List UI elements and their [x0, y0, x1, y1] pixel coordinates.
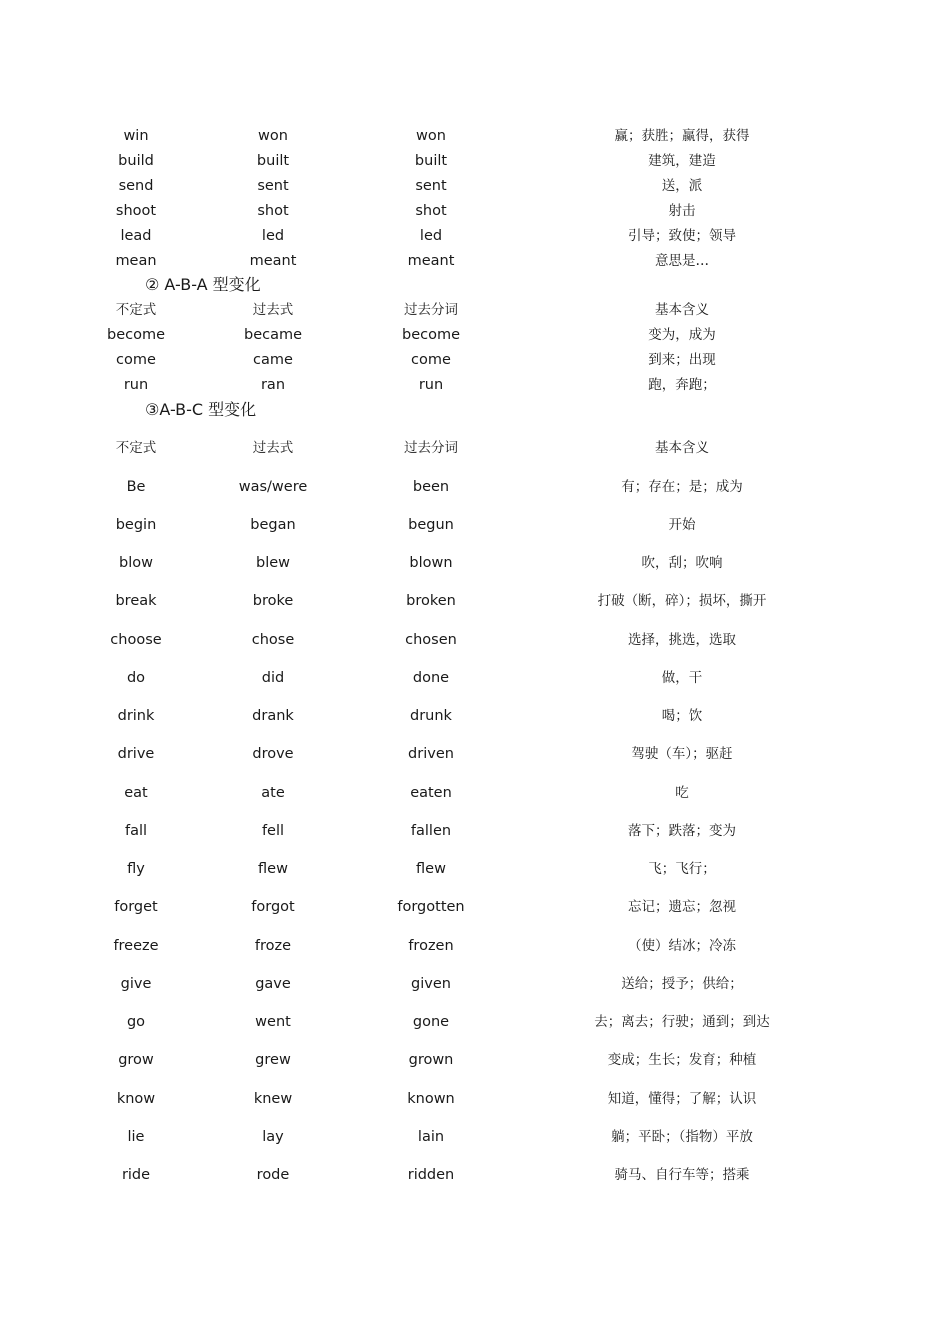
meaning-cell: 送给；授予；供给；: [621, 976, 743, 992]
meaning-cell: 喝；饮: [661, 708, 703, 724]
header-infinitive-cell: 不定式: [115, 440, 157, 456]
infinitive-cell: win: [123, 128, 149, 144]
table-row: [0, 857, 950, 881]
past-participle-cell: chosen: [405, 632, 457, 648]
infinitive-cell: choose: [110, 632, 162, 648]
past-tense-cell: came: [253, 352, 293, 368]
meaning-cell: 引导；致使；领导: [628, 228, 736, 244]
infinitive-cell: ride: [121, 1167, 151, 1183]
table-row: [0, 373, 950, 397]
past-tense-cell: shot: [257, 203, 289, 219]
past-tense-cell: gave: [255, 976, 291, 992]
past-tense-cell: forgot: [251, 899, 295, 915]
past-participle-cell: grown: [408, 1052, 454, 1068]
table-row: [0, 174, 950, 198]
past-participle-cell: sent: [415, 178, 447, 194]
past-tense-cell: won: [258, 128, 288, 144]
infinitive-cell: Be: [126, 479, 146, 495]
past-tense-cell: froze: [254, 938, 292, 954]
meaning-cell: （使）结冰；冷冻: [628, 938, 736, 954]
table-row: [0, 589, 950, 613]
meaning-cell: 去；离去；行驶；通到；到达: [594, 1014, 770, 1030]
past-participle-cell: become: [401, 327, 460, 343]
table-header-row: [0, 298, 950, 322]
infinitive-cell: drive: [117, 746, 155, 762]
past-participle-cell: frozen: [408, 938, 454, 954]
meaning-cell: 送，派: [661, 178, 703, 194]
table-row: [0, 1163, 950, 1187]
infinitive-cell: grow: [118, 1052, 154, 1068]
meaning-cell: 有；存在；是；成为: [621, 479, 743, 495]
past-participle-cell: led: [419, 228, 443, 244]
past-tense-cell: lay: [262, 1129, 284, 1145]
meaning-cell: 射击: [668, 203, 696, 219]
past-participle-cell: given: [411, 976, 451, 992]
meaning-cell: 落下；跌落；变为: [628, 823, 736, 839]
infinitive-cell: break: [115, 593, 157, 609]
infinitive-cell: know: [116, 1091, 156, 1107]
meaning-cell: 吃: [675, 785, 689, 801]
table-row: [0, 348, 950, 372]
meaning-cell: 打破（断，碎）；损坏，撕开: [597, 593, 767, 609]
header-past-participle-cell: 过去分词: [404, 302, 458, 318]
meaning-cell: 意思是…: [655, 253, 709, 269]
past-tense-cell: broke: [252, 593, 294, 609]
past-participle-cell: flew: [416, 861, 446, 877]
past-tense-cell: built: [256, 153, 290, 169]
past-tense-cell: led: [261, 228, 285, 244]
past-tense-cell: fell: [261, 823, 285, 839]
past-participle-cell: drunk: [410, 708, 452, 724]
meaning-cell: 驾驶（车）；驱赶: [631, 746, 733, 762]
past-tense-cell: ran: [260, 377, 286, 393]
past-participle-cell: come: [411, 352, 451, 368]
table-row: [0, 742, 950, 766]
past-participle-cell: meant: [407, 253, 455, 269]
meaning-cell: 选择，挑选，选取: [628, 632, 736, 648]
meaning-cell: 跑，奔跑；: [648, 377, 716, 393]
past-participle-cell: fallen: [410, 823, 452, 839]
past-tense-cell: did: [261, 670, 285, 686]
past-tense-cell: flew: [258, 861, 288, 877]
table-row: [0, 781, 950, 805]
past-participle-cell: lain: [417, 1129, 445, 1145]
past-tense-cell: blew: [255, 555, 290, 571]
infinitive-cell: drink: [117, 708, 155, 724]
past-participle-cell: gone: [412, 1014, 450, 1030]
meaning-cell: 变成；生长；发育；种植: [607, 1052, 757, 1068]
past-tense-cell: meant: [249, 253, 297, 269]
table-row: [0, 1087, 950, 1111]
table-row: [0, 323, 950, 347]
past-participle-cell: eaten: [410, 785, 452, 801]
header-meaning-cell: 基本含义: [655, 440, 709, 456]
past-participle-cell: done: [412, 670, 450, 686]
past-participle-cell: shot: [415, 203, 447, 219]
infinitive-cell: lead: [120, 228, 152, 244]
meaning-cell: 建筑，建造: [648, 153, 716, 169]
past-participle-cell: forgotten: [397, 899, 465, 915]
meaning-cell: 变为，成为: [648, 327, 716, 343]
past-tense-cell: ate: [261, 785, 285, 801]
meaning-cell: 吹，刮；吹响: [641, 555, 723, 571]
past-tense-cell: grew: [255, 1052, 291, 1068]
table-row: [0, 475, 950, 499]
table-row: [0, 895, 950, 919]
infinitive-cell: freeze: [113, 938, 159, 954]
meaning-cell: 知道，懂得；了解；认识: [607, 1091, 757, 1107]
table-header-row: [0, 436, 950, 460]
table-row: [0, 972, 950, 996]
infinitive-cell: come: [116, 352, 156, 368]
past-tense-cell: sent: [257, 178, 289, 194]
meaning-cell: 忘记；遗忘；忽视: [628, 899, 736, 915]
table-row: [0, 224, 950, 248]
header-infinitive-cell: 不定式: [115, 302, 157, 318]
past-participle-cell: run: [418, 377, 444, 393]
section-title-abc: ③A-B-C 型变化: [145, 400, 257, 419]
table-row: [0, 934, 950, 958]
infinitive-cell: begin: [115, 517, 157, 533]
infinitive-cell: give: [120, 976, 152, 992]
infinitive-cell: blow: [119, 555, 153, 571]
table-row: [0, 628, 950, 652]
header-meaning-cell: 基本含义: [655, 302, 709, 318]
infinitive-cell: mean: [115, 253, 157, 269]
past-tense-cell: was/were: [238, 479, 308, 495]
table-row: [0, 1010, 950, 1034]
infinitive-cell: fall: [124, 823, 148, 839]
table-row: [0, 704, 950, 728]
past-participle-cell: blown: [409, 555, 453, 571]
meaning-cell: 到来；出现: [648, 352, 716, 368]
infinitive-cell: become: [106, 327, 165, 343]
past-tense-cell: went: [255, 1014, 291, 1030]
past-tense-cell: drank: [252, 708, 294, 724]
table-row: [0, 199, 950, 223]
past-tense-cell: chose: [251, 632, 295, 648]
past-tense-cell: knew: [253, 1091, 293, 1107]
infinitive-cell: go: [126, 1014, 146, 1030]
meaning-cell: 开始: [668, 517, 696, 533]
table-row: [0, 249, 950, 273]
table-row: [0, 551, 950, 575]
past-tense-cell: began: [250, 517, 296, 533]
past-participle-cell: driven: [408, 746, 454, 762]
header-past-participle-cell: 过去分词: [404, 440, 458, 456]
meaning-cell: 飞；飞行；: [648, 861, 716, 877]
infinitive-cell: send: [118, 178, 154, 194]
table-row: [0, 666, 950, 690]
past-participle-cell: ridden: [407, 1167, 455, 1183]
meaning-cell: 躺；平卧；（指物）平放: [611, 1129, 753, 1145]
past-tense-cell: drove: [252, 746, 294, 762]
table-row: [0, 124, 950, 148]
table-row: [0, 513, 950, 537]
header-past-tense-cell: 过去式: [252, 440, 294, 456]
past-participle-cell: broken: [406, 593, 456, 609]
table-row: [0, 1125, 950, 1149]
table-row: [0, 1048, 950, 1072]
past-participle-cell: begun: [408, 517, 454, 533]
table-row: [0, 149, 950, 173]
meaning-cell: 做，干: [661, 670, 703, 686]
infinitive-cell: shoot: [115, 203, 157, 219]
header-past-tense-cell: 过去式: [252, 302, 294, 318]
meaning-cell: 骑马、自行车等；搭乘: [614, 1167, 750, 1183]
past-participle-cell: won: [416, 128, 446, 144]
meaning-cell: 赢；获胜；赢得，获得: [614, 128, 750, 144]
past-participle-cell: built: [414, 153, 448, 169]
infinitive-cell: do: [126, 670, 146, 686]
table-row: [0, 819, 950, 843]
past-participle-cell: known: [407, 1091, 455, 1107]
infinitive-cell: lie: [127, 1129, 145, 1145]
section-title-aba: ② A-B-A 型变化: [145, 275, 261, 294]
infinitive-cell: eat: [124, 785, 148, 801]
infinitive-cell: run: [123, 377, 149, 393]
infinitive-cell: forget: [114, 899, 158, 915]
past-participle-cell: been: [412, 479, 450, 495]
infinitive-cell: build: [118, 153, 154, 169]
infinitive-cell: fly: [127, 861, 145, 877]
past-tense-cell: rode: [256, 1167, 290, 1183]
past-tense-cell: became: [243, 327, 303, 343]
